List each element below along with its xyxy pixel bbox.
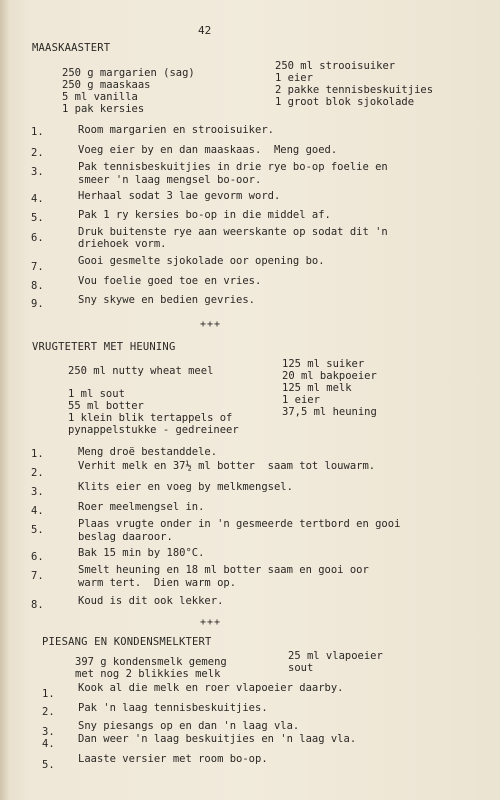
ingredient-line: 250 ml nutty wheat meel <box>68 365 214 377</box>
step-text: driehoek vorm. <box>78 238 167 250</box>
ingredient-line: 5 ml vanilla <box>62 91 138 103</box>
step-number: 4. <box>42 738 55 750</box>
ingredient-line: 250 g margarien (sag) <box>62 67 195 79</box>
step-number: 3. <box>42 726 55 738</box>
step-text: Kook al die melk en roer vlapoeier daarby. <box>78 682 344 694</box>
ingredient-line: 55 ml botter <box>68 400 144 412</box>
step-text: Vou foelie goed toe en vries. <box>78 275 262 287</box>
ingredient-line: 125 ml suiker <box>282 358 365 370</box>
step-text: Dan weer 'n laag beskuitjies en 'n laag vla. <box>78 733 357 745</box>
ingredient-line: 1 eier <box>282 394 320 406</box>
ingredient-line: 1 klein blik tertappels of <box>68 412 233 424</box>
ingredient-line: met nog 2 blikkies melk <box>75 668 221 680</box>
step-text: Herhaal sodat 3 lae gevorm word. <box>78 190 281 202</box>
step-text: Druk buitenste rye aan weerskante op sodat dit 'n <box>78 226 388 238</box>
recipe-title: PIESANG EN KONDENSMELKTERT <box>42 636 212 648</box>
ingredient-line: 1 ml sout <box>68 388 125 400</box>
step-number: 5. <box>42 759 55 771</box>
step-number: 7. <box>31 570 44 582</box>
ingredient-line: 37,5 ml heuning <box>282 406 377 418</box>
step-text: Verhit melk en 37½ ml botter saam tot louwarm. <box>78 460 376 472</box>
step-number: 8. <box>31 280 44 292</box>
step-number: 2. <box>31 147 44 159</box>
step-number: 1. <box>42 688 55 700</box>
step-text: Plaas vrugte onder in 'n gesmeerde tertbord en gooi <box>78 518 401 530</box>
ingredient-line: 25 ml vlapoeier <box>288 650 383 662</box>
step-text: Roer meelmengsel in. <box>78 501 205 513</box>
step-number: 3. <box>31 486 44 498</box>
step-text: Klits eier en voeg by melkmengsel. <box>78 481 293 493</box>
step-text: smeer 'n laag mengsel bo-oor. <box>78 174 262 186</box>
step-text: Smelt heuning en 18 ml botter saam en gooi oor <box>78 564 369 576</box>
ingredient-line: 1 pak kersies <box>62 103 145 115</box>
ingredient-line: 125 ml melk <box>282 382 352 394</box>
step-text: Pak 'n laag tennisbeskuitjies. <box>78 702 268 714</box>
step-number: 8. <box>31 599 44 611</box>
page-binding-shadow <box>0 0 9 800</box>
ingredient-line: pynappelstukke - gedreineer <box>68 424 239 436</box>
ingredient-line: 250 ml strooisuiker <box>275 60 396 72</box>
step-number: 6. <box>31 232 44 244</box>
step-text: Meng droë bestanddele. <box>78 446 218 458</box>
recipe-title: VRUGTETERT MET HEUNING <box>32 341 176 353</box>
ingredient-line: 397 g kondensmelk gemeng <box>75 656 227 668</box>
recipe-title: MAASKAASTERT <box>32 42 111 54</box>
ingredient-line: 1 eier <box>275 72 313 84</box>
step-text: Room margarien en strooisuiker. <box>78 124 274 136</box>
step-number: 2. <box>31 467 44 479</box>
step-number: 7. <box>31 261 44 273</box>
step-number: 5. <box>31 524 44 536</box>
ingredient-line: 20 ml bakpoeier <box>282 370 377 382</box>
step-number: 3. <box>31 166 44 178</box>
step-text: beslag daaroor. <box>78 531 173 543</box>
step-number: 4. <box>31 505 44 517</box>
step-text: Laaste versier met room bo-op. <box>78 753 268 765</box>
ingredient-line: 250 g maaskaas <box>62 79 151 91</box>
step-text: Bak 15 min by 180°C. <box>78 547 205 559</box>
step-text: Koud is dit ook lekker. <box>78 595 224 607</box>
step-text: Sny piesangs op en dan 'n laag vla. <box>78 720 300 732</box>
step-number: 1. <box>31 126 44 138</box>
step-text: Voeg eier by en dan maaskaas. Meng goed. <box>78 144 338 156</box>
step-text: Sny skywe en bedien gevries. <box>78 294 256 306</box>
step-text: Pak 1 ry kersies bo-op in die middel af. <box>78 209 331 221</box>
ingredient-line: 1 groot blok sjokolade <box>275 96 415 108</box>
recipe-separator: +++ <box>200 617 222 628</box>
step-number: 4. <box>31 193 44 205</box>
step-text: warm tert. Dien warm op. <box>78 577 237 589</box>
step-number: 9. <box>31 298 44 310</box>
step-number: 6. <box>31 551 44 563</box>
step-number: 1. <box>31 448 44 460</box>
step-number: 5. <box>31 212 44 224</box>
page-number: 42 <box>198 24 212 37</box>
step-number: 2. <box>42 706 55 718</box>
step-text: Pak tennisbeskuitjies in drie rye bo-op foelie en <box>78 161 388 173</box>
step-text: Gooi gesmelte sjokolade oor opening bo. <box>78 255 325 267</box>
recipe-separator: +++ <box>200 319 222 330</box>
ingredient-line: sout <box>288 662 314 674</box>
ingredient-line: 2 pakke tennisbeskuitjies <box>275 84 434 96</box>
